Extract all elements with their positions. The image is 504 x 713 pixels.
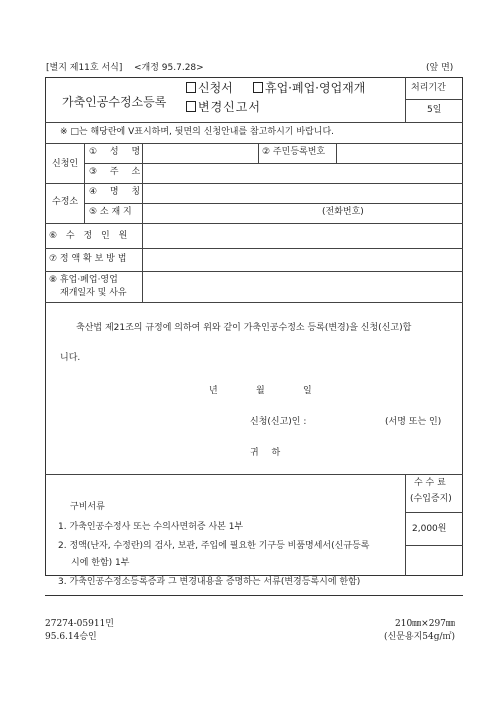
signature-or-seal-label: (서명 또는 인) — [385, 417, 442, 427]
station-section-label: 수정소 — [52, 197, 79, 207]
fee-label: 수 수 료 — [414, 478, 446, 488]
closure-label-line1: ⑧ 휴업·폐업·영업 — [49, 275, 118, 285]
checkbox-icon — [186, 101, 196, 112]
addressee-field[interactable] — [200, 445, 244, 461]
option-change-report[interactable]: 변경신고서 — [186, 101, 261, 113]
document-item-1: 1. 가축인공수정사 또는 수의사면허증 사본 1부 — [58, 522, 244, 532]
declaration-line2: 니다. — [60, 353, 81, 363]
documents-title: 구비서류 — [70, 502, 105, 512]
form-title: 가축인공수정소등록 — [62, 95, 167, 109]
applicant-signature-label: 신청(신고)인 : — [250, 417, 307, 427]
revision-note: <개정 95.7.28> — [134, 63, 204, 73]
paper-size: 210㎜×297㎜ — [395, 619, 455, 629]
form-code: 27274-05911민 — [45, 619, 114, 629]
option-application[interactable]: 신청서 — [186, 82, 233, 94]
location-field[interactable] — [144, 205, 461, 221]
approval-date: 95.6.14승인 — [45, 632, 97, 642]
phone-label: (전화번호) — [322, 207, 364, 217]
location-label: ⑤ 소 재 지 — [89, 207, 132, 217]
address-field[interactable] — [144, 165, 461, 181]
staff-count-field[interactable] — [144, 225, 461, 246]
form-id: [별지 제11호 서식] — [46, 63, 123, 73]
date-month-label: 월 — [256, 386, 265, 396]
paper-type: (신문용지54g/㎡) — [384, 632, 456, 642]
staff-count-label: ⑥ 수 정 인 원 — [49, 231, 128, 241]
document-item-3: 3. 가축인공수정소등록증과 그 변경내용을 증명하는 서류(변경등록시에 한함) — [58, 577, 361, 587]
station-name-field[interactable] — [144, 185, 461, 201]
applicant-signature-field[interactable] — [318, 414, 382, 430]
fee-value: 2,000원 — [412, 524, 447, 534]
declaration-line1: 축산법 제21조의 규정에 의하여 위와 같이 가축인공수정소 등록(변경)을 신청(신고)합 — [76, 323, 412, 333]
date-day-label: 일 — [303, 386, 312, 396]
option-suspension[interactable]: 휴업·폐업·영업재개 — [253, 82, 365, 94]
resident-number-field[interactable] — [338, 145, 461, 161]
station-name-label: ④ 명 칭 — [89, 187, 141, 197]
closure-label-line2: 재개일자 및 사유 — [60, 288, 127, 298]
document-item-2: 2. 정액(난자, 수정란)의 검사, 보관, 주입에 필요한 기구등 비품명세서(신규등록 — [58, 541, 370, 551]
applicant-section-label: 신청인 — [52, 159, 79, 169]
processing-period-value: 5일 — [427, 105, 442, 115]
name-label: ① 성 명 — [89, 147, 141, 157]
semen-plan-label: ⑦ 정 액 확 보 방 법 — [49, 254, 127, 264]
fee-sub-label: (수입증지) — [410, 494, 452, 504]
processing-period-label: 처리기간 — [411, 83, 446, 93]
semen-plan-field[interactable] — [144, 250, 461, 269]
checkbox-icon — [186, 82, 196, 93]
instruction-notice: ※ □는 해당란에 V표시하며, 뒷면의 신청안내를 참고하시기 바랍니다. — [60, 127, 334, 137]
page-side: (앞 면) — [426, 63, 454, 73]
checkbox-icon — [253, 82, 263, 93]
addressee-label: 귀 하 — [250, 448, 281, 458]
name-field[interactable] — [144, 145, 256, 161]
closure-field[interactable] — [144, 273, 461, 300]
resident-number-label: ② 주민등록번호 — [262, 147, 326, 157]
document-item-2-cont: 시에 한함) 1부 — [71, 558, 130, 568]
address-label: ③ 주 소 — [89, 167, 141, 177]
date-year-label: 년 — [209, 386, 218, 396]
